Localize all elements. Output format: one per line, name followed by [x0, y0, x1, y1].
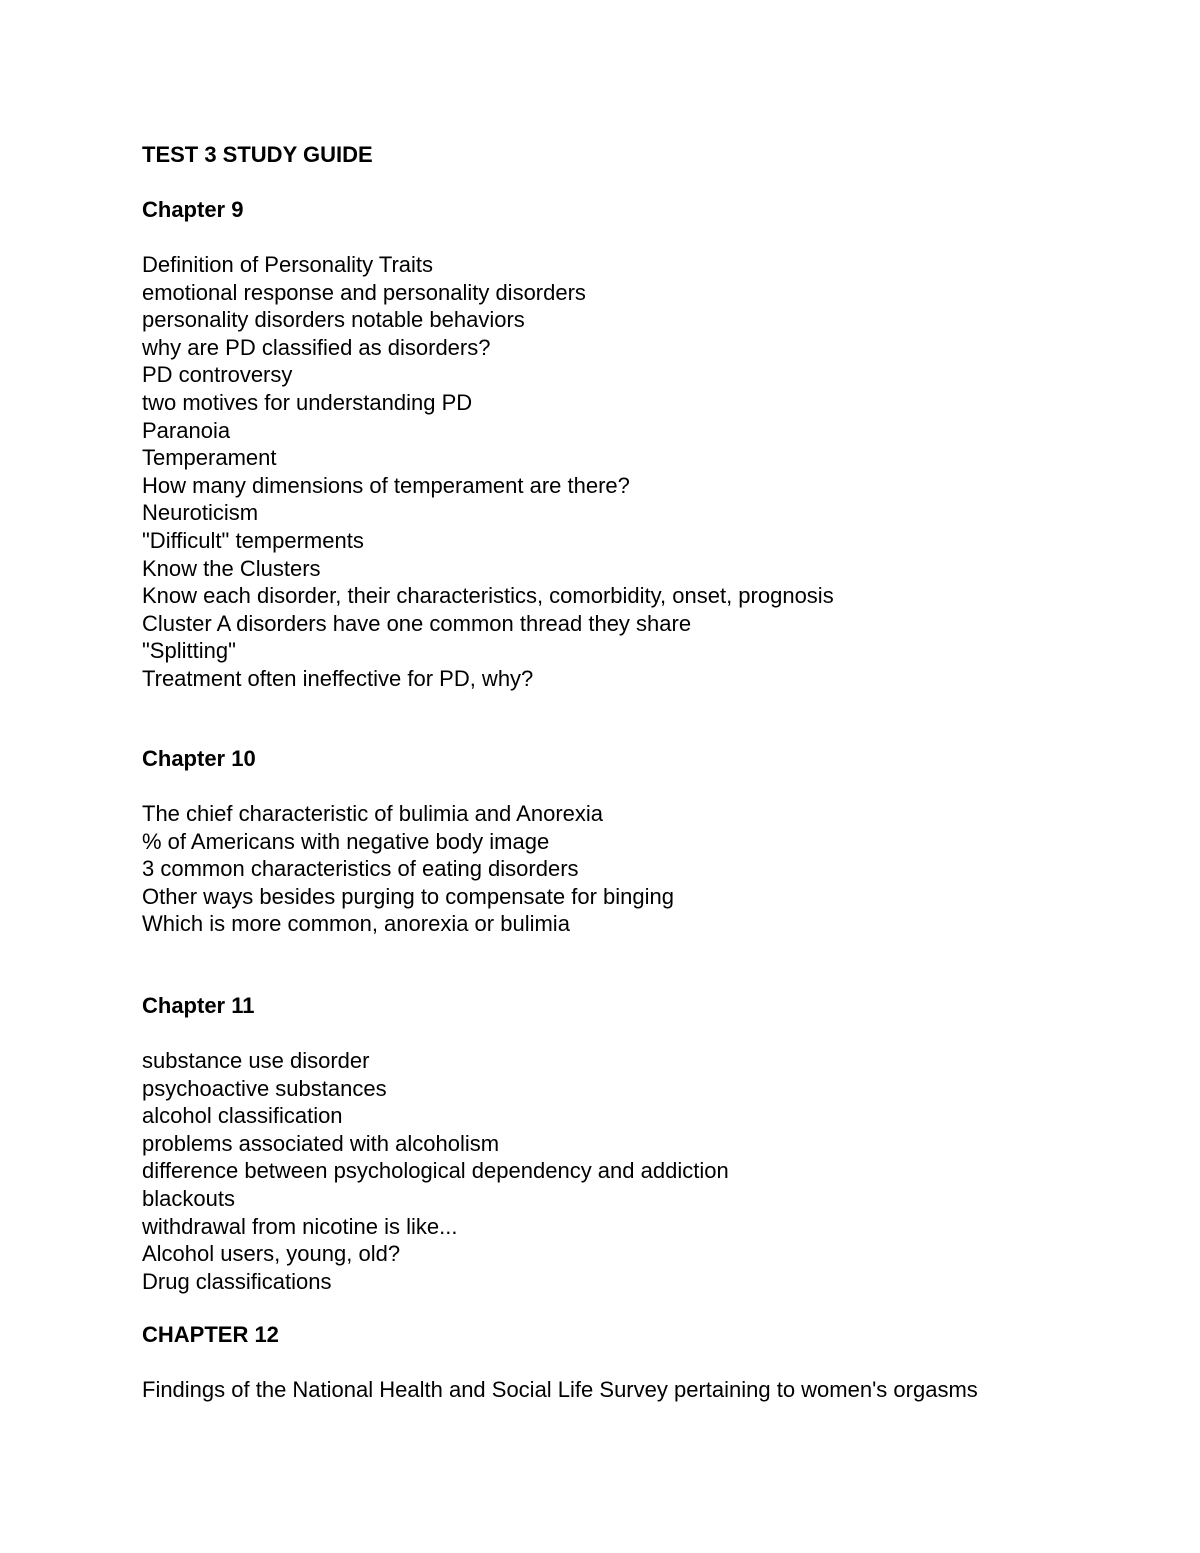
topic-item: The chief characteristic of bulimia and Anorexia: [142, 801, 604, 826]
topic-item: Treatment often ineffective for PD, why?: [142, 665, 534, 691]
topic-item: Other ways besides purging to compensate for binging: [142, 883, 674, 909]
topic-item: personality disorders notable behaviors: [142, 307, 525, 333]
topic-list: [142, 251, 1142, 693]
topic-item: psychoactive substances: [142, 1075, 387, 1101]
section-chapter-11: [142, 992, 1142, 1295]
section-heading: Chapter 10: [142, 746, 256, 771]
topic-list: [142, 1047, 1142, 1295]
section-heading: Chapter 11: [142, 993, 255, 1018]
topic-item: % of Americans with negative body image: [142, 828, 550, 854]
topic-item: Drug classifications: [142, 1268, 332, 1294]
section-chapter-10: [142, 745, 1142, 938]
section-chapter-12: [142, 1321, 1142, 1404]
topic-item: why are PD classified as disorders?: [142, 334, 491, 360]
topic-item: Definition of Personality Traits: [142, 252, 434, 277]
topic-item: "Splitting": [142, 638, 236, 664]
topic-list: [142, 1376, 1142, 1404]
topic-list: [142, 800, 1142, 938]
topic-item: substance use disorder: [142, 1048, 370, 1073]
topic-item: Alcohol users, young, old?: [142, 1241, 401, 1267]
topic-item: blackouts: [142, 1185, 235, 1211]
topic-item: difference between psychological dependency and addiction: [142, 1158, 729, 1184]
topic-item: Which is more common, anorexia or bulimia: [142, 911, 570, 937]
topic-item: Cluster A disorders have one common thread they share: [142, 610, 692, 636]
topic-item: problems associated with alcoholism: [142, 1130, 500, 1156]
topic-item: alcohol classification: [142, 1103, 343, 1129]
topic-item: emotional response and personality disorders: [142, 279, 586, 305]
topic-item: Paranoia: [142, 417, 231, 443]
topic-item: 3 common characteristics of eating disorders: [142, 856, 579, 882]
topic-item: Temperament: [142, 445, 277, 471]
section-heading: CHAPTER 12: [142, 1322, 279, 1347]
topic-item: Neuroticism: [142, 500, 259, 526]
topic-item: Know the Clusters: [142, 555, 321, 581]
topic-item: "Difficult" temperments: [142, 527, 364, 553]
topic-item: Findings of the National Health and Social Life Survey pertaining to women's orgasms: [142, 1377, 978, 1402]
topic-item: How many dimensions of temperament are there?: [142, 472, 630, 498]
topic-item: PD controversy: [142, 362, 293, 388]
section-chapter-9: [142, 196, 1142, 693]
topic-item: two motives for understanding PD: [142, 389, 473, 415]
topic-item: Know each disorder, their characteristics, comorbidity, onset, prognosis: [142, 583, 834, 609]
topic-item: withdrawal from nicotine is like...: [142, 1213, 458, 1239]
section-heading: Chapter 9: [142, 197, 244, 222]
document-title: TEST 3 STUDY GUIDE: [142, 142, 373, 167]
